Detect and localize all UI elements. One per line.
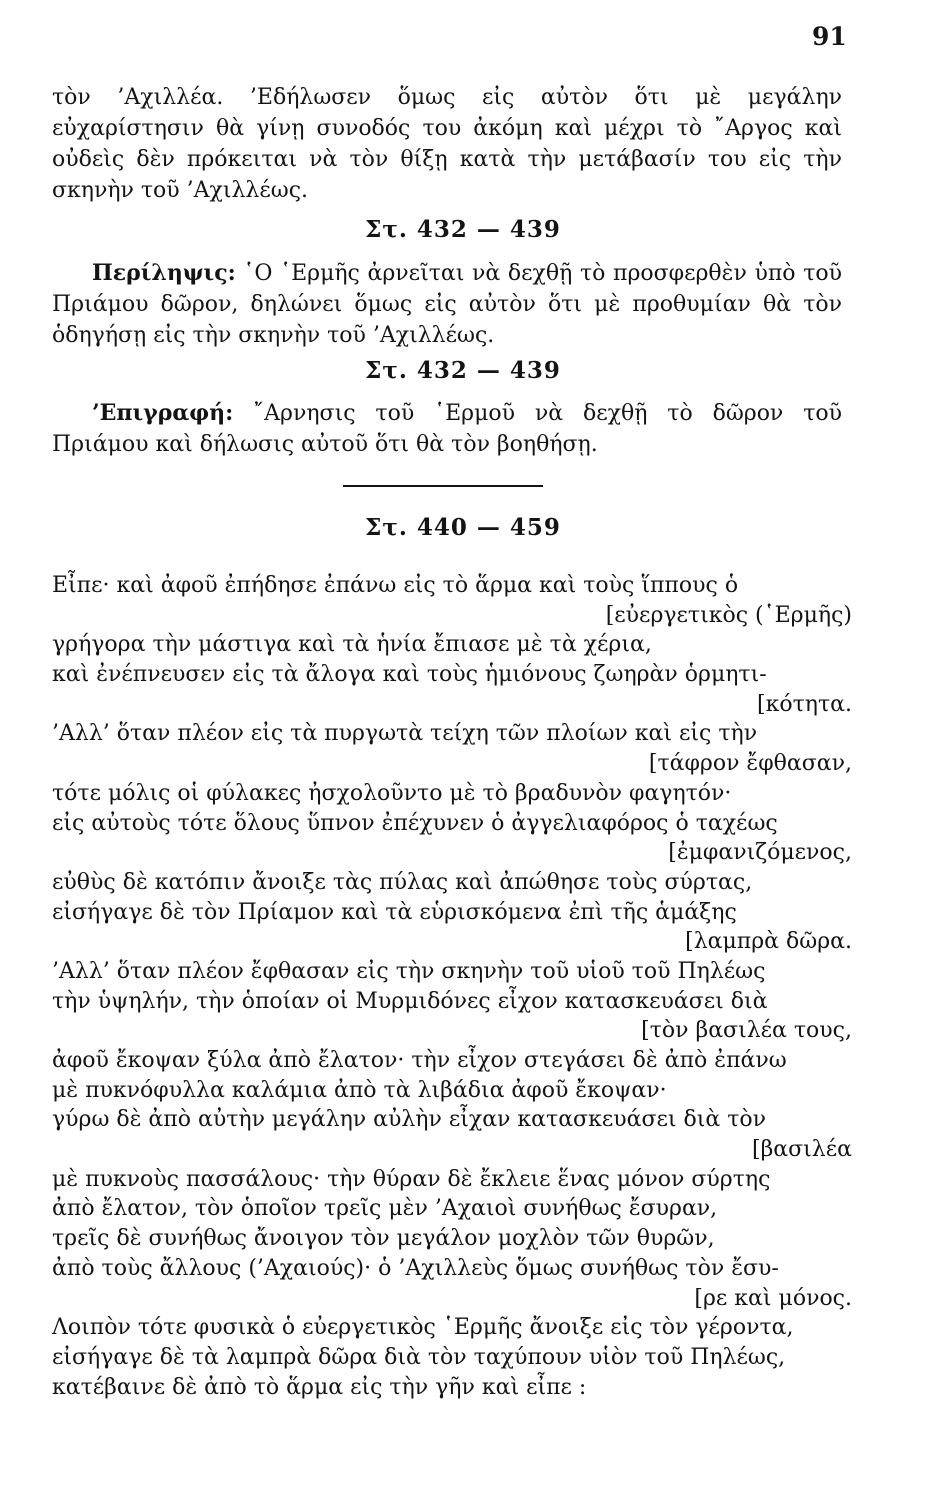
verse-line: καὶ ἐνέπνευσεν εἰς τὰ ἄλογα καὶ τοὺς ἡμιόνους ζωηρὰν ὁρμητι- [52,662,767,688]
verse-line-continuation: [εὐεργετικὸς (῾Ερμῆς) [605,602,852,628]
verse-line-continuation: [τάφρον ἔφθασαν, [648,751,852,777]
intro-paragraph [52,82,842,206]
verse-line: ἀπὸ ἔλατον, τὸν ὁποῖον τρεῖς μὲν ’Αχαιοὶ συνήθως ἔσυραν, [52,1196,718,1222]
verse-line: ’Αλλ’ ὅταν πλέον ἔφθασαν εἰς τὴν σκηνὴν τοῦ υἱοῦ τοῦ Πηλέως [52,958,766,984]
verse-line: τότε μόλις οἱ φύλακες ἠσχολοῦντο μὲ τὸ βραδυνὸν φαγητόν· [52,780,732,806]
verse-line: Λοιπὸν τότε φυσικὰ ὁ εὐεργετικὸς ῾Ερμῆς ἄνοιξε εἰς τὸν γέροντα, [52,1315,794,1341]
verse-line: γύρω δὲ ἀπὸ αὐτὴν μεγάλην αὐλὴν εἶχαν κατασκευάσει διὰ τὸν [52,1107,767,1133]
summary-label: Περίληψις: [92,260,236,286]
verse-line: εὐθὺς δὲ κατόπιν ἄνοιξε τὰς πύλας καὶ ἀπώθησε τοὺς σύρτας, [52,869,753,895]
verse-translation [52,571,852,1402]
summary-paragraph [52,258,842,351]
verse-line: εἰσήγαγε δὲ τὸν Πρίαμον καὶ τὰ εὑρισκόμενα ἐπὶ τῆς ἁμάξης [52,899,737,925]
verse-line: τρεῖς δὲ συνήθως ἄνοιγον τὸν μεγάλον μοχλὸν τῶν θυρῶν, [52,1226,715,1252]
verse-line: εἰσήγαγε δὲ τὰ λαμπρὰ δῶρα διὰ τὸν ταχύπουν υἱὸν τοῦ Πηλέως, [52,1344,786,1370]
verse-line: τὴν ὑψηλήν, τὴν ὁποίαν οἱ Μυρμιδόνες εἶχον κατασκευάσει διὰ [52,988,768,1014]
verse-line: Εἶπε· καὶ ἀφοῦ ἐπήδησε ἐπάνω εἰς τὸ ἅρμα καὶ τοὺς ἵππους ὁ [52,573,739,598]
verse-line: ἀφοῦ ἔκοψαν ξύλα ἀπὸ ἔλατον· τὴν εἶχον στεγάσει δὲ ἀπὸ ἐπάνω [52,1048,787,1073]
epigraph-text: ῎Αρνησις τοῦ ῾Ερμοῦ νὰ δεχθῇ τὸ δῶρον τοῦ Πριάμου καὶ δήλωσις αὐτοῦ ὅτι θὰ τὸν βοηθήσῃ. [52,401,842,457]
verse-line: μὲ πυκνόφυλλα καλάμια ἀπὸ τὰ λιβάδια ἀφοῦ ἔκοψαν· [52,1077,667,1103]
section-heading-verses-432-439: Στ. 432 — 439 [365,216,561,243]
epigraph-paragraph [52,398,842,460]
verse-line: ἀπὸ τοὺς ἄλλους (’Αχαιούς)· ὁ ’Αχιλλεὺς ὅμως συνήθως τὸν ἔσυ- [52,1255,779,1281]
verse-line-continuation: [ἐμφανιζόμενος, [668,840,852,866]
intro-text: τὸν ’Αχιλλέα. ’Εδήλωσεν ὅμως εἰς αὐτὸν ὅτι μὲ μεγάλην εὐχαρίστησιν θὰ γίνῃ συνοδός του ἀκόμη καὶ μέχρι τὸ ῎Αργος καὶ οὐδεὶς δὲν πρόκειται νὰ τὸν θίξῃ κατὰ τὴν μετάβασίν του εἰς τὴν σκηνὴν τοῦ ’Αχιλλέως. [52,85,842,203]
section-divider [343,485,543,487]
verse-line: κατέβαινε δὲ ἀπὸ τὸ ἅρμα εἰς τὴν γῆν καὶ εἶπε : [52,1374,587,1400]
verse-line: ’Αλλ’ ὅταν πλέον εἰς τὰ πυργωτὰ τείχη τῶν πλοίων καὶ εἰς τὴν [52,721,758,747]
verse-line-continuation: [ρε καὶ μόνος. [694,1285,852,1311]
verse-line-continuation: [κότητα. [757,691,852,717]
verse-line: εἰς αὐτοὺς τότε ὅλους ὕπνον ἐπέχυνεν ὁ ἀγγελιαφόρος ὁ ταχέως [52,810,778,836]
verse-line-continuation: [τὸν βασιλέα τους, [641,1018,852,1044]
verse-line-continuation: [βασιλέα [752,1137,852,1163]
epigraph-label: ’Επιγραφή: [92,400,234,426]
verse-line: γρήγορα τὴν μάστιγα καὶ τὰ ἡνία ἔπιασε μὲ τὰ χέρια, [52,632,652,658]
summary-text: ῾Ο ῾Ερμῆς ἀρνεῖται νὰ δεχθῇ τὸ προσφερθὲν ὑπὸ τοῦ Πριάμου δῶρον, δηλώνει ὅμως εἰς αὐτὸν ὅτι μὲ προθυμίαν θὰ τὸν ὁδηγήσῃ εἰς τὴν σκηνὴν τοῦ ’Αχιλλέως. [52,261,842,348]
page-number: 91 [812,22,847,51]
verse-line: μὲ πυκνοὺς πασσάλους· τὴν θύραν δὲ ἔκλειε ἕνας μόνον σύρτης [52,1166,771,1192]
section-heading-verses-432-439-epigraph: Στ. 432 — 439 [365,357,561,384]
section-heading-verses-440-459: Στ. 440 — 459 [365,514,561,541]
verse-line-continuation: [λαμπρὰ δῶρα. [685,929,852,955]
